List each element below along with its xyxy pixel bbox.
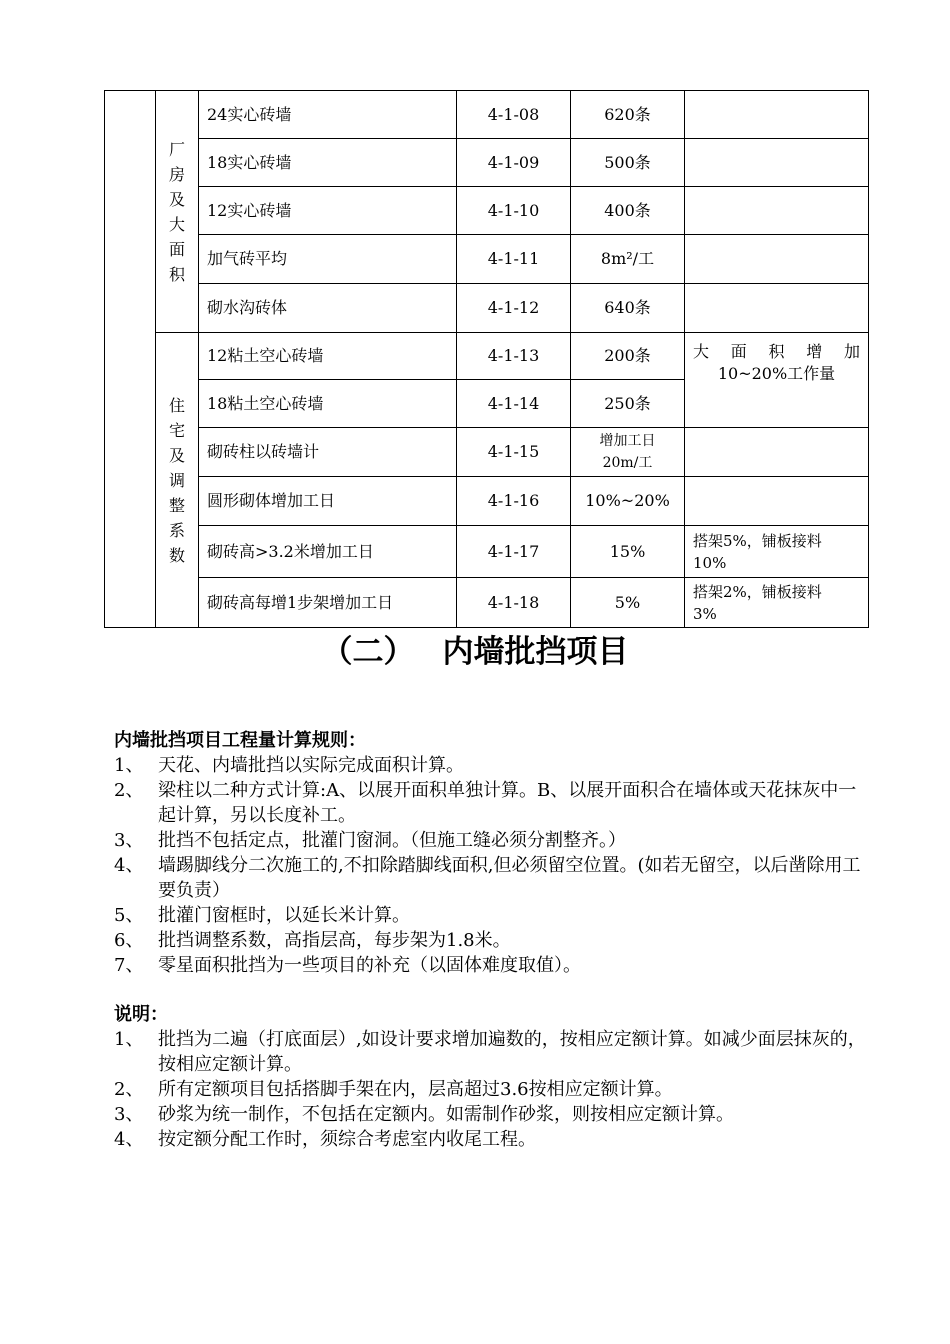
list-item xyxy=(114,953,870,978)
item-text: 所有定额项目包括搭脚手架在内，层高超过3.6按相应定额计算。 xyxy=(158,1079,673,1100)
item-number: 3、 xyxy=(114,830,144,851)
item-code: 4-1-13 xyxy=(457,333,571,380)
group-label-cell xyxy=(156,91,199,333)
quota-table xyxy=(104,90,869,628)
note-line: 10% xyxy=(693,553,727,572)
list-item xyxy=(114,1077,870,1102)
item-note xyxy=(685,477,869,526)
item-note xyxy=(685,578,869,628)
list-item xyxy=(114,853,870,903)
item-quota: 15% xyxy=(571,526,685,578)
item-text: 批挡为二遍（打底面层）,如设计要求增加遍数的，按相应定额计算。如减少面层抹灰的，按相应定额计算。 xyxy=(158,1029,866,1075)
rules-heading: 内墙批挡项目工程量计算规则： xyxy=(114,730,366,751)
list-item xyxy=(114,1102,870,1127)
item-quota: 620条 xyxy=(571,91,685,139)
item-code: 4-1-11 xyxy=(457,235,571,284)
item-text: 批挡不包括定点，批灌门窗洞。（但施工缝必须分割整齐。） xyxy=(158,830,626,851)
item-code: 4-1-18 xyxy=(457,578,571,628)
list-item xyxy=(114,1027,870,1077)
item-note xyxy=(685,526,869,578)
item-number: 6、 xyxy=(114,930,144,951)
item-name: 18实心砖墙 xyxy=(199,139,457,187)
list-item xyxy=(114,828,870,853)
section-number: （二） xyxy=(321,634,415,670)
item-code: 4-1-10 xyxy=(457,187,571,235)
item-note xyxy=(685,284,869,333)
item-name: 加气砖平均 xyxy=(199,235,457,284)
notes-heading: 说明： xyxy=(114,1004,168,1025)
note-line: 3% xyxy=(693,604,717,623)
list-item xyxy=(114,778,870,828)
item-number: 2、 xyxy=(114,1079,144,1100)
item-number: 4、 xyxy=(114,1129,144,1150)
item-text: 零星面积批挡为一些项目的补充（以固体难度取值）。 xyxy=(158,955,581,976)
rules-block xyxy=(114,728,870,978)
item-quota: 250条 xyxy=(571,380,685,428)
item-text: 按定额分配工作时，须综合考虑室内收尾工程。 xyxy=(158,1129,536,1150)
item-note xyxy=(685,139,869,187)
table-row xyxy=(105,235,869,284)
notes-block xyxy=(114,1002,870,1152)
note-line: 搭架2%，铺板接料 xyxy=(693,582,822,601)
item-note xyxy=(685,428,869,477)
group-label: 住宅及调整系数 xyxy=(168,395,185,565)
table-row xyxy=(105,477,869,526)
item-quota: 5% xyxy=(571,578,685,628)
item-code: 4-1-16 xyxy=(457,477,571,526)
list-item xyxy=(114,928,870,953)
item-number: 5、 xyxy=(114,905,144,926)
table-row xyxy=(105,187,869,235)
section-title: 内墙批挡项目 xyxy=(442,634,629,670)
item-name: 24实心砖墙 xyxy=(199,91,457,139)
item-quota: 400条 xyxy=(571,187,685,235)
table-row xyxy=(105,526,869,578)
table-row xyxy=(105,428,869,477)
table-row xyxy=(105,139,869,187)
quota-line: 20m/工 xyxy=(602,455,653,471)
quota-line: 增加工日 xyxy=(599,433,656,449)
item-text: 砂浆为统一制作，不包括在定额内。如需制作砂浆，则按相应定额计算。 xyxy=(158,1104,734,1125)
item-name: 圆形砌体增加工日 xyxy=(199,477,457,526)
item-quota: 10%~20% xyxy=(571,477,685,526)
table-row xyxy=(105,91,869,139)
item-code: 4-1-14 xyxy=(457,380,571,428)
item-number: 2、 xyxy=(114,780,144,801)
note-line: 大面积增加 xyxy=(693,342,860,361)
item-name: 12粘土空心砖墙 xyxy=(199,333,457,380)
list-item xyxy=(114,1127,870,1152)
item-number: 3、 xyxy=(114,1104,144,1125)
item-number: 1、 xyxy=(114,1029,144,1050)
item-code: 4-1-09 xyxy=(457,139,571,187)
item-code: 4-1-08 xyxy=(457,91,571,139)
item-text: 天花、内墙批挡以实际完成面积计算。 xyxy=(158,755,464,776)
item-quota: 640条 xyxy=(571,284,685,333)
item-quota: 500条 xyxy=(571,139,685,187)
section-heading xyxy=(0,628,950,676)
note-line: 10~20%工作量 xyxy=(717,364,836,383)
item-text: 批灌门窗框时，以延长米计算。 xyxy=(158,905,410,926)
item-quota xyxy=(571,428,685,477)
list-item xyxy=(114,903,870,928)
item-note xyxy=(685,235,869,284)
item-note xyxy=(685,91,869,139)
item-code: 4-1-12 xyxy=(457,284,571,333)
item-name: 砌水沟砖体 xyxy=(199,284,457,333)
item-note xyxy=(685,333,869,428)
item-number: 1、 xyxy=(114,755,144,776)
item-quota: 200条 xyxy=(571,333,685,380)
item-number: 7、 xyxy=(114,955,144,976)
group-label: 厂房及大面积 xyxy=(168,139,185,284)
item-code: 4-1-15 xyxy=(457,428,571,477)
table-row xyxy=(105,578,869,628)
item-text: 墙踢脚线分二次施工的,不扣除踏脚线面积,但必须留空位置。(如若无留空，以后凿除用工要负责） xyxy=(158,855,861,901)
item-text: 梁柱以二种方式计算:A、以展开面积单独计算。B、以展开面积合在墙体或天花抹灰中一起计算，另以长度补工。 xyxy=(158,780,857,826)
group-label-cell xyxy=(156,333,199,628)
list-item xyxy=(114,753,870,778)
item-quota: 8m²/工 xyxy=(571,235,685,284)
category-cell xyxy=(105,91,156,628)
item-number: 4、 xyxy=(114,855,144,876)
item-name: 砌砖高>3.2米增加工日 xyxy=(199,526,457,578)
item-name: 砌砖柱以砖墙计 xyxy=(199,428,457,477)
item-name: 12实心砖墙 xyxy=(199,187,457,235)
table-row xyxy=(105,333,869,380)
item-code: 4-1-17 xyxy=(457,526,571,578)
table-row xyxy=(105,284,869,333)
item-name: 砌砖高每增1步架增加工日 xyxy=(199,578,457,628)
note-line: 搭架5%，铺板接料 xyxy=(693,531,822,550)
item-text: 批挡调整系数，高指层高，每步架为1.8米。 xyxy=(158,930,511,951)
item-note xyxy=(685,187,869,235)
item-name: 18粘土空心砖墙 xyxy=(199,380,457,428)
